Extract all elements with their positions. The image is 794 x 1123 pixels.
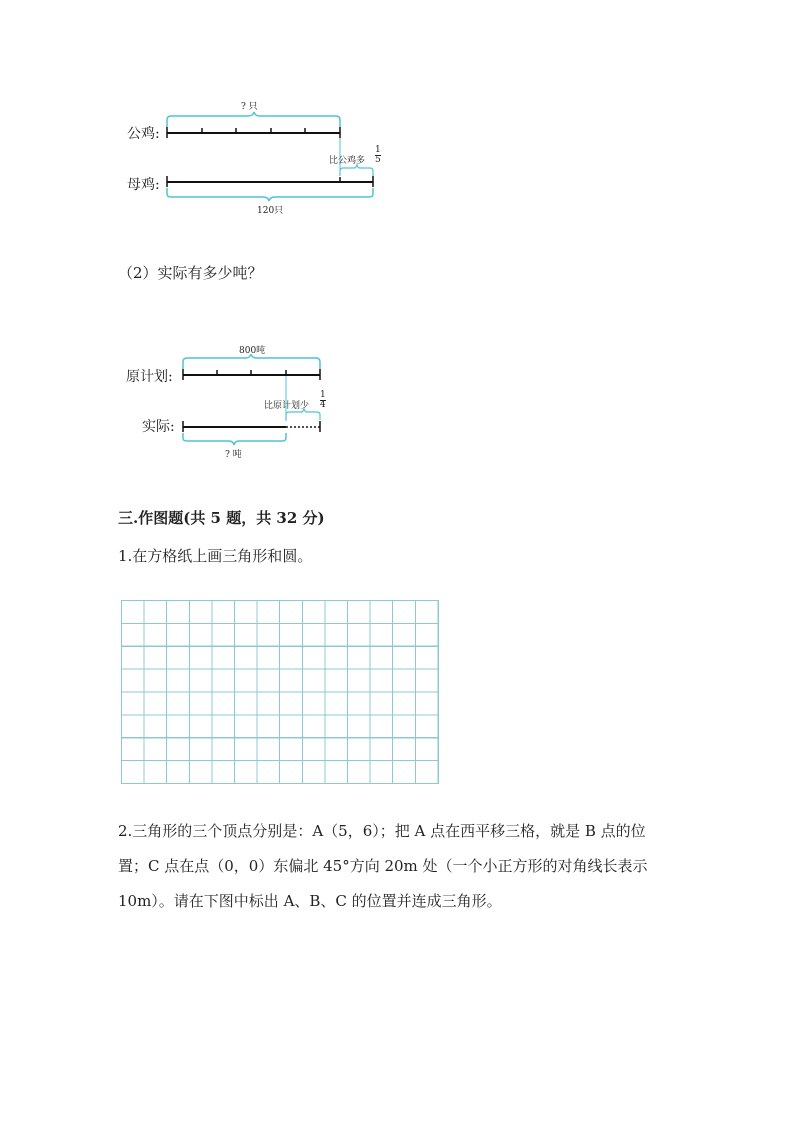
square-grid-paper[interactable] (121, 600, 439, 784)
question-1-text: 1.在方格纸上画三角形和圆。 (118, 547, 313, 565)
note-label: 比原计划少 (264, 401, 310, 411)
top-label: 800吨 (239, 346, 266, 356)
bottom-brace (167, 188, 373, 201)
question-2-line: 置；C 点在点（0，0）东偏北 45°方向 20m 处（一个小正方形的对角线长表示 (118, 857, 648, 875)
fraction-numerator: 1 (375, 145, 381, 155)
extra-brace (340, 165, 373, 176)
bottom-brace (183, 433, 286, 445)
question-2: （2）实际有多少吨？ (118, 264, 263, 282)
plan-line-diagram (0, 330, 794, 470)
chicken-line-diagram (0, 0, 794, 230)
section-heading: 三.作图题(共 5 题，共 32 分) (118, 509, 325, 527)
note-fraction (375, 146, 381, 165)
top-brace (167, 112, 340, 127)
row-label-actual: 实际: (142, 419, 175, 435)
fraction-numerator: 1 (320, 390, 326, 400)
fraction-denominator: 5 (375, 155, 381, 165)
bottom-label: ? 吨 (225, 450, 242, 460)
top-brace (183, 354, 320, 369)
top-label: ? 只 (241, 102, 258, 112)
row-label-rooster: 公鸡: (127, 126, 160, 142)
row-label-plan: 原计划: (126, 369, 173, 385)
question-2-paragraph (118, 814, 698, 919)
note-fraction (320, 391, 326, 410)
fraction-denominator: 4 (320, 400, 326, 410)
bottom-label: 120只 (257, 206, 284, 216)
question-2-line: 10m）。请在下图中标出 A、B、C 的位置并连成三角形。 (118, 892, 502, 910)
question-2-line: 2.三角形的三个顶点分别是：A（5，6）；把 A 点在西平移三格，就是 B 点的位 (118, 822, 646, 840)
row-label-hen: 母鸡: (127, 177, 160, 193)
note-label: 比公鸡多 (329, 156, 366, 166)
